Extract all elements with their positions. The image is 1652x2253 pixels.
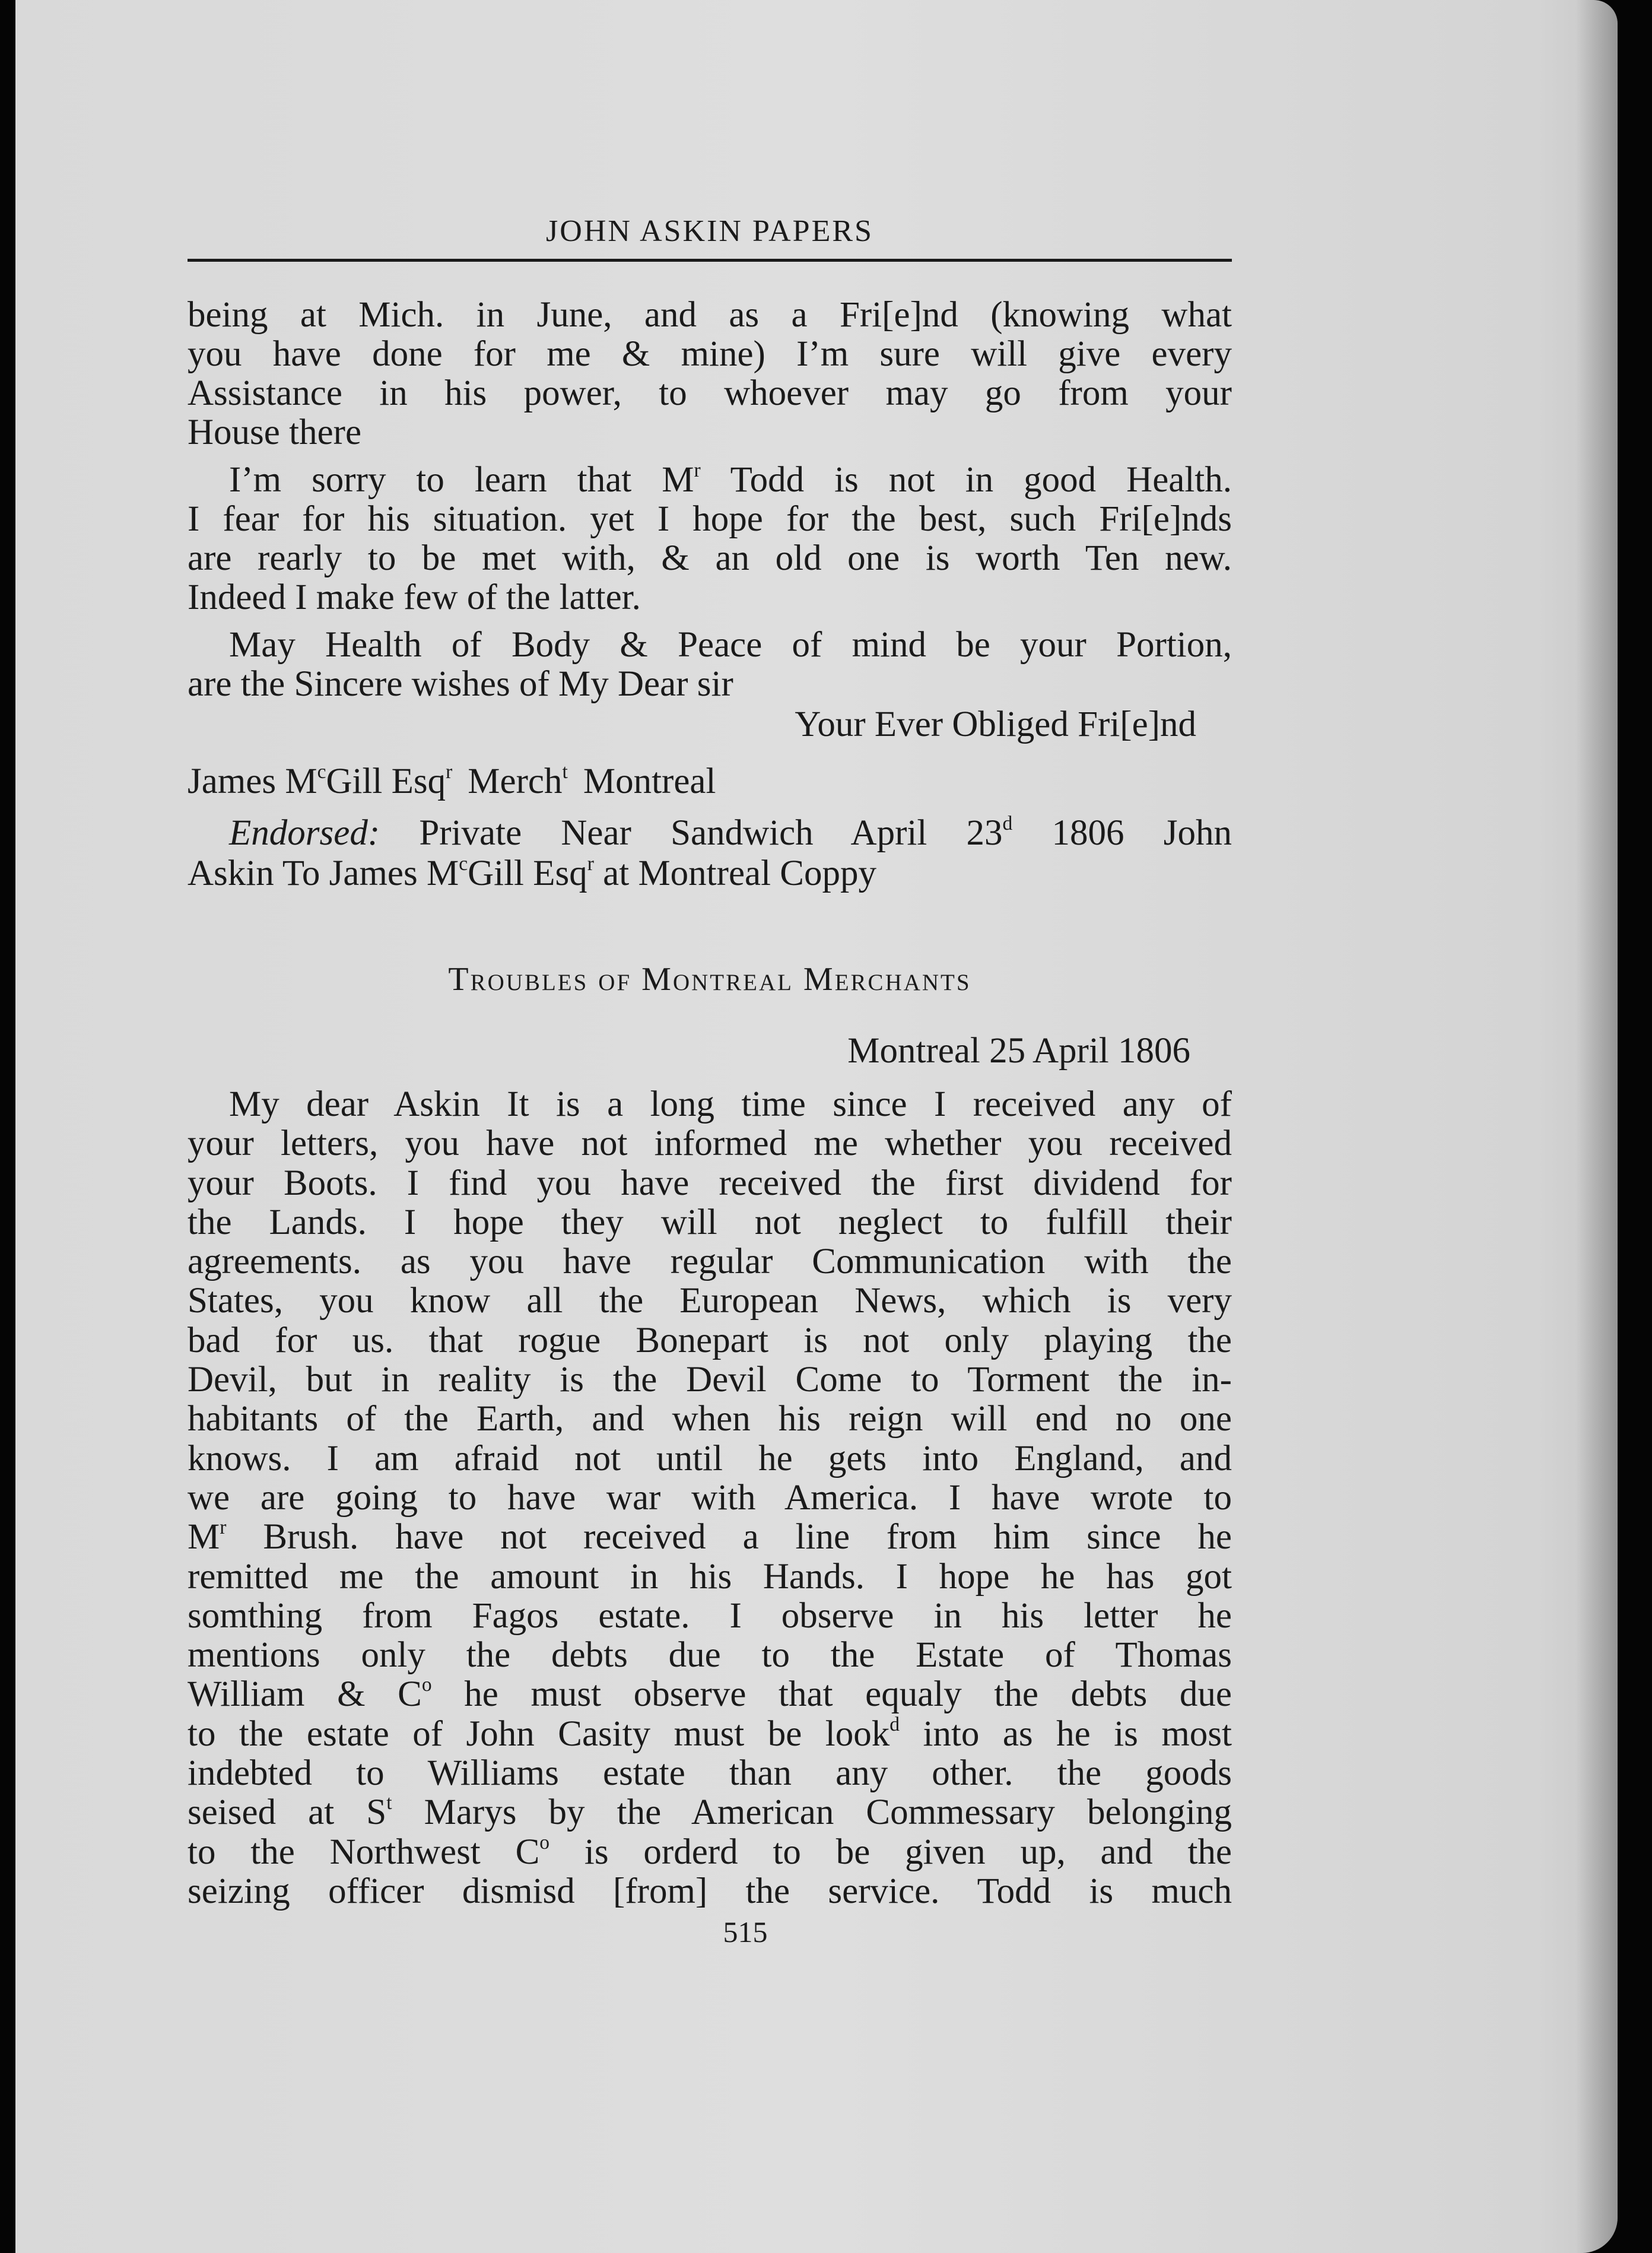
text-line: States, you know all the European News, which is very: [188, 1281, 1232, 1321]
text-line: your letters, you have not informed me whether you received: [188, 1124, 1232, 1164]
text-line: are rearly to be met with, & an old one is worth Ten new.: [188, 538, 1232, 578]
text-line: Assistance in his power, to whoever may go from your: [188, 373, 1232, 413]
text-line: $M^r$ Brush. have not received a line from him since he: [188, 1516, 1232, 1557]
header-rule: [188, 259, 1232, 262]
text-line: you have done for me & mine) I’m sure will give every: [188, 334, 1232, 374]
text-line: habitants of the Earth, and when his reign will end no one: [188, 1399, 1232, 1439]
text-line: William & $C^o$ he must observe that equaly the debts due: [188, 1674, 1232, 1715]
text-line: your Boots. I find you have received the first dividend for: [188, 1163, 1232, 1203]
text-line: knows. I am afraid not until he gets into England, and: [188, 1438, 1232, 1478]
running-head: JOHN ASKIN PAPERS: [546, 214, 873, 248]
text-line: Askin To James $M^cGill$ Esq$^r$ at Montreal Coppy: [188, 852, 876, 893]
letter2-text: [188, 1085, 1232, 1911]
text-line: indebted to Williams estate than any other. the goods: [188, 1753, 1232, 1794]
text-line: being at Mich. in June, and as a Fri[e]nd (knowing what: [188, 295, 1232, 335]
text-line: agreements. as you have regular Communication with the: [188, 1242, 1232, 1282]
text-line: to the Northwest $C^o$ is orderd to be given up, and the: [188, 1831, 1232, 1872]
text-line: mentions only the debts due to the Estate of Thomas: [188, 1635, 1232, 1676]
text-line: bad for us. that rogue Bonepart is not only playing the: [188, 1320, 1232, 1360]
text-line: to the estate of John Casity must be look$^d$ into as he is most: [188, 1713, 1232, 1754]
letter-address: James $M^cGill$ Esq$^r$ Merch$^t$ Montreal: [188, 760, 716, 801]
text-line: seizing officer dismisd [from] the service. Todd is much: [188, 1871, 1232, 1911]
text-line: somthing from Fagos estate. I observe in his letter he: [188, 1595, 1232, 1636]
page-number: 515: [723, 1915, 768, 1949]
text-line: the Lands. I hope they will not neglect to fulfill their: [188, 1202, 1232, 1242]
text-line: I fear for his situation. yet I hope for the best, such Fri[e]nds: [188, 499, 1232, 539]
letter1-text: [188, 296, 1232, 704]
text-line: seised at $S^t$ Marys by the American Commessary belonging: [188, 1792, 1232, 1833]
letter-dateline: Montreal 25 April 1806: [847, 1031, 1190, 1071]
text-line: I’m sorry to learn that $M^r$ Todd is not in good Health.: [229, 459, 1232, 500]
text-line: remitted me the amount in his Hands. I hope he has got: [188, 1556, 1232, 1597]
endorsement-note: [188, 813, 1232, 894]
text-line: May Health of Body & Peace of mind be your Portion,: [229, 625, 1232, 665]
text-line: Endorsed: Private Near Sandwich April 23$^d$ 1806 John: [229, 812, 1232, 853]
text-line: we are going to have war with America. I have wrote to: [188, 1477, 1232, 1518]
text-line: are the Sincere wishes of My Dear sir: [188, 664, 733, 704]
text-line: My dear Askin It is a long time since I received any of: [229, 1084, 1232, 1124]
letter-closing: Your Ever Obliged Fri[e]nd: [795, 705, 1196, 744]
page-edge-shadow: [1576, 0, 1618, 2253]
text-line: House there: [188, 412, 362, 452]
section-heading: Troubles of Montreal Merchants: [448, 961, 971, 998]
book-page: [15, 0, 1618, 2253]
text-line: Indeed I make few of the latter.: [188, 577, 641, 617]
text-line: Devil, but in reality is the Devil Come to Torment the in-: [188, 1360, 1232, 1400]
